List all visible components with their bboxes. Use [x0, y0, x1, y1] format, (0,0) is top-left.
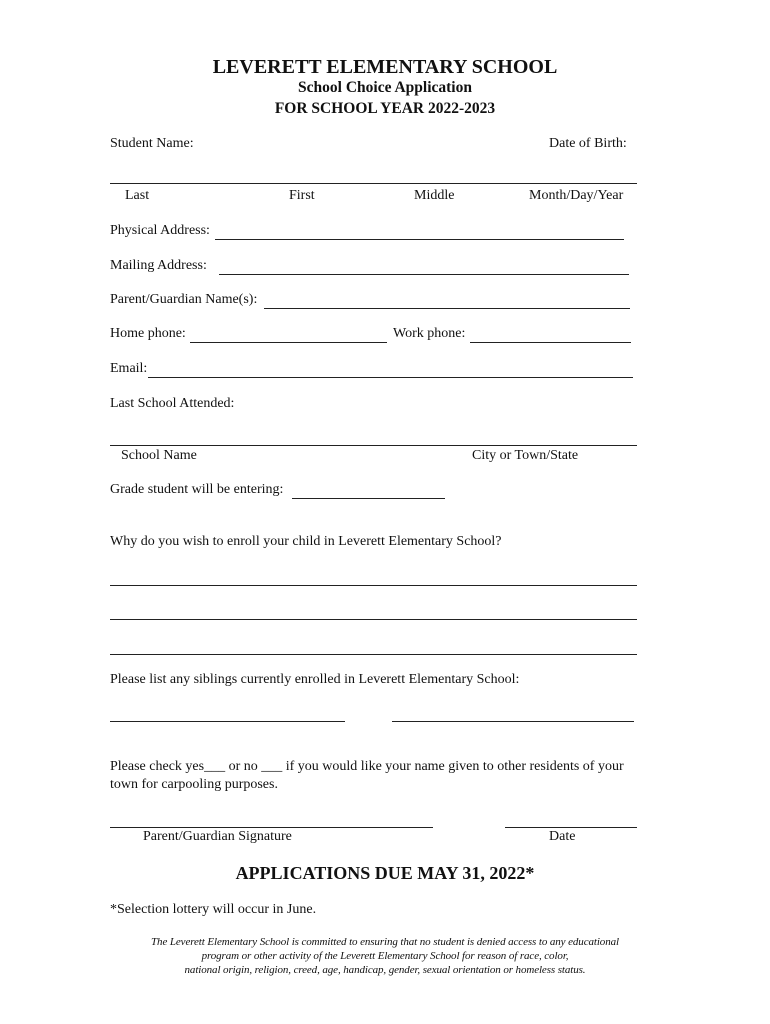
why-enroll-line-1[interactable] [110, 585, 637, 586]
grade-entering-label: Grade student will be entering: [110, 482, 284, 497]
sibling-line-2[interactable] [392, 721, 634, 722]
why-enroll-question: Why do you wish to enroll your child in Leverett Elementary School? [110, 534, 502, 549]
physical-address-line[interactable] [215, 239, 624, 240]
city-state-caption: City or Town/State [472, 448, 579, 463]
signature-line[interactable] [110, 827, 433, 828]
school-year: FOR SCHOOL YEAR 2022-2023 [274, 100, 496, 117]
home-phone-label: Home phone: [110, 326, 186, 341]
date-caption: Date [549, 829, 576, 844]
physical-address-label: Physical Address: [110, 223, 210, 238]
mailing-address-line[interactable] [219, 274, 629, 275]
signature-caption: Parent/Guardian Signature [143, 829, 292, 844]
signature-date-line[interactable] [505, 827, 637, 828]
parent-names-line[interactable] [264, 308, 630, 309]
last-name-caption: Last [125, 188, 150, 203]
grade-entering-line[interactable] [292, 498, 445, 499]
student-name-line[interactable] [110, 183, 637, 184]
school-name-caption: School Name [121, 448, 197, 463]
email-line[interactable] [148, 377, 633, 378]
home-phone-line[interactable] [190, 342, 387, 343]
parent-names-label: Parent/Guardian Name(s): [110, 292, 258, 307]
dob-format-caption: Month/Day/Year [529, 188, 624, 203]
nondiscrimination-line-1: The Leverett Elementary School is committed to ensuring that no student is denied access to any educational [151, 936, 619, 948]
carpool-question-line-1: Please check yes___ or no ___ if you would like your name given to other residents of your [110, 759, 624, 774]
last-school-label: Last School Attended: [110, 396, 235, 411]
middle-name-caption: Middle [414, 188, 455, 203]
nondiscrimination-line-2: program or other activity of the Leverett Elementary School for reason of race, color, [201, 950, 569, 962]
email-label: Email: [110, 361, 148, 376]
siblings-question: Please list any siblings currently enrolled in Leverett Elementary School: [110, 672, 520, 687]
work-phone-line[interactable] [470, 342, 631, 343]
first-name-caption: First [289, 188, 315, 203]
form-name: School Choice Application [298, 79, 472, 96]
last-school-line[interactable] [110, 445, 637, 446]
date-of-birth-label: Date of Birth: [549, 136, 627, 151]
why-enroll-line-2[interactable] [110, 619, 637, 620]
mailing-address-label: Mailing Address: [110, 258, 207, 273]
lottery-note: *Selection lottery will occur in June. [110, 902, 317, 917]
why-enroll-line-3[interactable] [110, 654, 637, 655]
work-phone-label: Work phone: [393, 326, 466, 341]
sibling-line-1[interactable] [110, 721, 345, 722]
student-name-label: Student Name: [110, 136, 194, 151]
applications-due-heading: APPLICATIONS DUE MAY 31, 2022* [235, 863, 535, 883]
school-title: LEVERETT ELEMENTARY SCHOOL [212, 56, 558, 78]
carpool-question-line-2: town for carpooling purposes. [110, 777, 278, 792]
nondiscrimination-line-3: national origin, religion, creed, age, handicap, gender, sexual orientation or homeless status. [184, 964, 586, 976]
